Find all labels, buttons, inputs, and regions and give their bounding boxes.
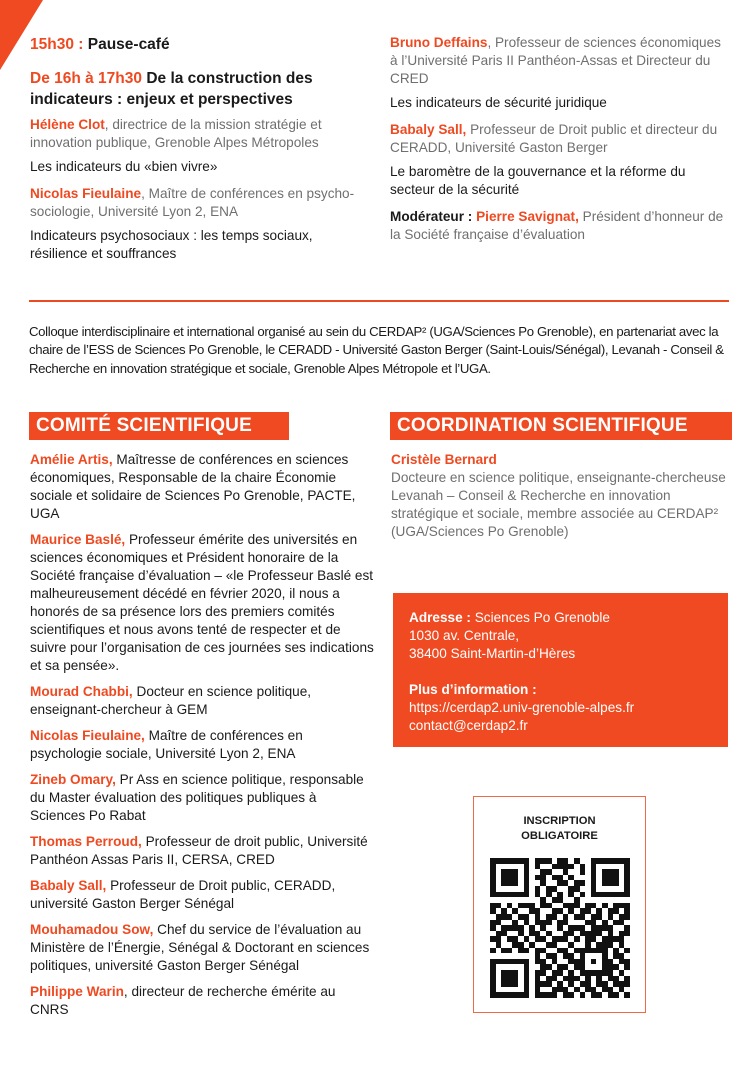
break-title: Pause-café (87, 36, 170, 53)
member-name: Amélie Artis, (30, 452, 113, 467)
member-description: Professeur de droit public, Université Panthéon Assas Paris II, CERSA, CRED (30, 834, 368, 867)
talk-title: Le baromètre de la gouvernance et la réforme du secteur de la sécurité (390, 164, 686, 197)
talk-title: Indicateurs psychosociaux : les temps sociaux, résilience et souffrances (30, 228, 313, 261)
speaker-name: Nicolas Fieulaine (30, 186, 142, 201)
member-description: Maître de conférences en psychologie sociale, Université Lyon 2, ENA (30, 728, 303, 761)
coordination-block (391, 451, 731, 541)
session-time: De 16h à 17h30 (30, 70, 143, 87)
more-info-label: Plus d’information : (409, 682, 537, 697)
member-name: Mouhamadou Sow, (30, 922, 154, 937)
session-heading (30, 68, 370, 110)
member-description: Maîtresse de conférences en sciences économiques, Responsable de la chaire Économie sociale et solidaire de Sciences Po Grenoble, PACTE, UGA (30, 452, 356, 521)
member-name: Zineb Omary, (30, 772, 116, 787)
address-line-1 (409, 609, 712, 627)
committee-member (30, 921, 375, 975)
speaker-entry (390, 34, 730, 88)
coordinator-name: Cristèle Bernard (391, 452, 497, 467)
member-description: Chef du service de l’évaluation au Ministère de l’Énergie, Sénégal & Doctorant en sciences politiques, université Gaston Berger Sénégal (30, 922, 370, 973)
colloque-description: Colloque interdisciplinaire et international organisé au sein du CERDAP² (UGA/Sciences Po Grenoble), en partenariat avec la chaire de l’ESS de Sciences Po Grenoble, le CERADD - Université Gaston Berger (Saint-Louis/Sénégal), Levanah - Conseil & Recherche en innovation stratégique et sociale, Grenoble Alpes Métropole et l’UGA. (29, 324, 724, 376)
spacer (409, 663, 712, 681)
address-line-3: 38400 Saint-Martin-d’Hères (409, 646, 576, 661)
break-time: 15h30 : (30, 36, 84, 53)
registration-title (474, 814, 645, 844)
email-link[interactable]: contact@cerdap2.fr (409, 718, 528, 733)
registration-qr-box (473, 796, 646, 1013)
speaker-name: Hélène Clot (30, 117, 105, 132)
speaker-affiliation: , Professeur de sciences économiques à l’Université Paris II Panthéon-Assas et Directeur du CRED (390, 35, 721, 86)
committee-member (30, 983, 375, 1019)
qr-module (624, 992, 630, 998)
committee-member (30, 771, 375, 825)
member-name: Thomas Perroud, (30, 834, 142, 849)
website-link[interactable]: https://cerdap2.univ-grenoble-alpes.fr (409, 700, 635, 715)
member-name: Nicolas Fieulaine, (30, 728, 145, 743)
committee-member (30, 877, 375, 913)
member-description: Pr Ass en science politique, responsable du Master évaluation des politiques publiques à Sciences Po Rabat (30, 772, 364, 823)
speaker-entry (390, 121, 730, 157)
speaker-entry (30, 185, 370, 221)
committee-member (30, 833, 375, 869)
member-description: Docteur en science politique, enseignant-chercheur à GEM (30, 684, 312, 717)
program-left-column (30, 34, 370, 272)
coordinator-description: Docteure en science politique, enseignante-chercheuse Levanah – Conseil & Recherche en innovation stratégique et sociale, membre associée au CERDAP² (UGA/Sciences Po Grenoble) (391, 470, 726, 539)
address-venue: Sciences Po Grenoble (474, 610, 610, 625)
program-right-column (390, 34, 730, 250)
address-line-2: 1030 av. Centrale, (409, 628, 520, 643)
moderator-label: Modérateur : (390, 209, 477, 224)
committee-list (30, 451, 375, 1027)
committee-heading: COMITÉ SCIENTIFIQUE (29, 412, 289, 440)
speaker-name: Bruno Deffains (390, 35, 488, 50)
speaker-affiliation: Professeur de Droit public et directeur du CERADD, Université Gaston Berger (390, 122, 718, 155)
committee-member (30, 531, 375, 675)
speaker-affiliation: , directrice de la mission stratégie et innovation publique, Grenoble Alpes Métropoles (30, 117, 322, 150)
member-name: Mourad Chabbi, (30, 684, 133, 699)
registration-line-2: OBLIGATOIRE (521, 830, 598, 842)
moderator-entry (390, 208, 730, 244)
qr-code-icon[interactable] (490, 858, 630, 998)
speaker-name: Babaly Sall, (390, 122, 467, 137)
member-description: Professeur émérite des universités en sciences économiques et Président honoraire de la Société française d’évaluation – «le Professeur Baslé est malheureusement décédé en février 2020, il nous a honorés de sa présence lors des premiers comités scientifiques et nous avons tenté de respecter et de suivre pour l’organisation de ces journées ses indications et sa pensée». (30, 532, 374, 673)
committee-member (30, 451, 375, 523)
committee-member (30, 683, 375, 719)
talk-title: Les indicateurs de sécurité juridique (390, 95, 607, 110)
coffee-break-slot (30, 34, 370, 55)
moderator-affiliation: Président d’honneur de la Société française d’évaluation (390, 209, 724, 242)
address-label: Adresse : (409, 610, 475, 625)
member-name: Maurice Baslé, (30, 532, 126, 547)
coordination-heading: COORDINATION SCIENTIFIQUE (390, 412, 732, 440)
member-name: Babaly Sall, (30, 878, 107, 893)
session-title: De la construction des indicateurs : enjeux et perspectives (30, 70, 313, 108)
registration-line-1: INSCRIPTION (523, 815, 596, 827)
member-description: , directeur de recherche émérite au CNRS (30, 984, 336, 1017)
member-name: Philippe Warin (30, 984, 124, 999)
speaker-entry (30, 116, 370, 152)
section-divider (29, 300, 729, 302)
member-description: Professeur de Droit public, CERADD, université Gaston Berger Sénégal (30, 878, 336, 911)
committee-member (30, 727, 375, 763)
moderator-name: Pierre Savignat, (476, 209, 579, 224)
venue-info-box (393, 593, 728, 747)
speaker-affiliation: , Maître de conférences en psycho-sociologie, Université Lyon 2, ENA (30, 186, 355, 219)
talk-title: Les indicateurs du «bien vivre» (30, 159, 218, 174)
